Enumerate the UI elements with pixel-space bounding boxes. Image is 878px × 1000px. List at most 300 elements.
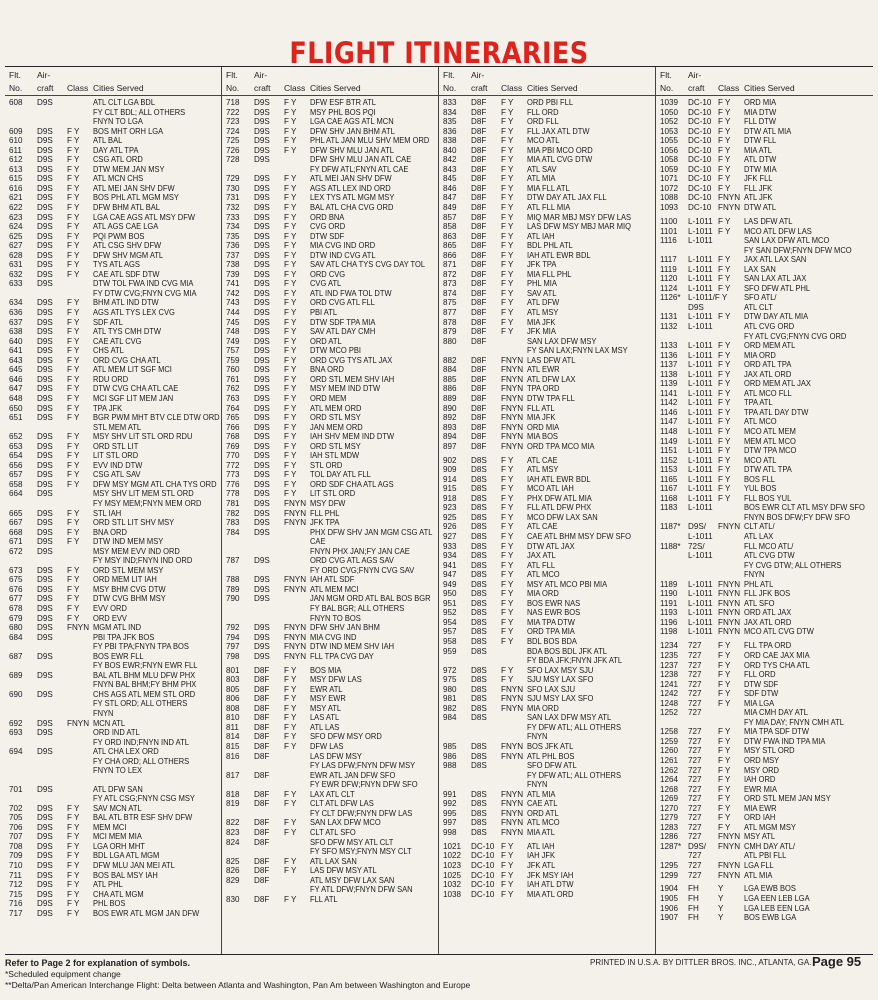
aircraft-type: D9S xyxy=(254,355,270,365)
service-class: F Y xyxy=(284,336,297,346)
flight-number: 1287* xyxy=(660,841,682,851)
aircraft-type: DC-10 xyxy=(471,841,495,851)
flight-number: 1132 xyxy=(660,321,678,331)
aircraft-type: D8F xyxy=(471,164,487,174)
flight-number: 1117 xyxy=(660,255,677,265)
service-class: F Y xyxy=(67,403,80,413)
aircraft-type: D9S xyxy=(37,260,53,270)
aircraft-type: L-1011 xyxy=(688,379,713,389)
service-class: F Y xyxy=(284,479,297,489)
service-class: F Y xyxy=(284,489,297,499)
flight-number: 1252 xyxy=(660,708,679,718)
flight-number: 742 xyxy=(226,288,240,298)
service-class: F Y xyxy=(501,474,514,484)
itinerary-row xyxy=(439,213,655,223)
aircraft-type: D8F xyxy=(471,365,487,375)
itinerary-row xyxy=(439,136,655,146)
itinerary-row xyxy=(656,894,873,904)
flight-number: 628 xyxy=(9,250,23,260)
aircraft-type: D9S xyxy=(37,537,53,547)
itinerary-row xyxy=(439,771,655,781)
aircraft-type: D9S xyxy=(37,575,53,585)
aircraft-type: D9S xyxy=(37,174,53,184)
aircraft-type: D8F xyxy=(471,183,487,193)
service-class: F Y xyxy=(718,822,731,832)
cities-served: MEM ATL MCO xyxy=(744,436,796,446)
cities-served: LAX SAN xyxy=(744,264,776,274)
aircraft-type: D8F xyxy=(254,894,270,904)
aircraft-type: D8F xyxy=(471,107,487,117)
cities-served: ORD MEM ATL xyxy=(744,341,796,351)
service-class: F Y xyxy=(67,269,80,279)
cities-served: CSG ATL ORD xyxy=(93,155,143,165)
aircraft-type: D9S xyxy=(37,508,53,518)
aircraft-type: 727 xyxy=(688,860,702,870)
aircraft-type: D8S xyxy=(471,713,487,723)
cities-served: CSG ATL SAV xyxy=(93,470,141,480)
cities-served: FNYN PHX JAN;FY JAN CAE xyxy=(310,546,410,556)
service-class: F Y xyxy=(501,665,514,675)
itinerary-column-4 xyxy=(656,67,873,954)
service-class: FNYN xyxy=(501,365,524,375)
cities-served: ORD STL LIT xyxy=(93,441,139,451)
service-class: F Y xyxy=(67,803,80,813)
aircraft-type: 727 xyxy=(688,784,702,794)
cities-served: MSY MEM IND DTW xyxy=(310,384,381,394)
aircraft-type: D9S xyxy=(254,451,270,461)
service-class: F Y xyxy=(67,231,80,241)
service-class: F Y xyxy=(718,813,731,823)
flight-number: 975 xyxy=(443,675,457,685)
cities-served: ORD IND ATL xyxy=(93,728,140,738)
cities-served: SFO DFW ATL xyxy=(527,761,577,771)
service-class: F Y xyxy=(501,298,514,308)
cities-served: ATL MIA xyxy=(527,174,556,184)
service-class: FNYN xyxy=(501,799,524,809)
cities-served: MCO ATL xyxy=(527,136,560,146)
aircraft-type: D9S xyxy=(37,860,53,870)
cities-served: ORD MSY xyxy=(744,755,780,765)
aircraft-type: D8F xyxy=(471,155,487,165)
itinerary-row xyxy=(656,184,873,194)
service-class: F Y xyxy=(501,637,514,647)
service-class: F Y xyxy=(501,522,514,532)
itinerary-row xyxy=(656,246,873,256)
aircraft-type: D9S xyxy=(254,403,270,413)
aircraft-type: D9S xyxy=(254,155,270,165)
aircraft-type: D9S xyxy=(688,302,704,312)
cities-served: LAS DFW MSY xyxy=(310,751,362,761)
aircraft-type: D9S xyxy=(254,527,270,537)
cities-served: ORD PBI FLL xyxy=(527,98,574,107)
itinerary-row xyxy=(5,98,221,108)
itinerary-row xyxy=(5,909,221,919)
itinerary-row xyxy=(5,404,221,414)
aircraft-type: D9S xyxy=(254,136,270,146)
flight-number: 759 xyxy=(226,355,240,365)
service-class: F Y xyxy=(284,203,297,213)
cities-served: BNA ORD xyxy=(310,365,344,375)
aircraft-type: D8F xyxy=(254,722,270,732)
cities-served: FY PBI TPA;FNYN TPA BOS xyxy=(93,642,189,652)
aircraft-type: D9S xyxy=(37,212,53,222)
service-class: F Y xyxy=(501,493,514,503)
service-class: F Y xyxy=(718,698,731,708)
cities-served: MSY ORD xyxy=(744,765,780,775)
service-class: F Y xyxy=(284,222,297,232)
flight-number: 801 xyxy=(226,665,240,675)
aircraft-type: L-1011/F Y xyxy=(688,293,728,303)
aircraft-type: D8F xyxy=(254,751,270,761)
flight-number: 637 xyxy=(9,317,23,327)
aircraft-type: 727 xyxy=(688,689,702,699)
flight-number: 711 xyxy=(9,870,22,880)
cities-served: CVG ATL xyxy=(310,279,342,289)
cities-served: LGA LEB EEN LGA xyxy=(744,903,810,913)
header-flt: Flt. xyxy=(443,70,455,80)
flight-number: 950 xyxy=(443,589,457,599)
flight-number: 894 xyxy=(443,432,457,442)
flight-number: 762 xyxy=(226,384,240,394)
cities-served: ORD CVG ATL AGS SAV xyxy=(310,556,394,566)
itinerary-row xyxy=(439,890,655,900)
cities-served: ATL MCO xyxy=(744,417,777,427)
service-class: F Y xyxy=(718,755,731,765)
service-class: F Y xyxy=(284,856,297,866)
itinerary-row xyxy=(656,503,873,513)
flight-number: 1153 xyxy=(660,465,678,475)
service-class: F Y xyxy=(284,346,297,356)
itinerary-row xyxy=(5,890,221,900)
itinerary-row xyxy=(222,866,438,876)
itinerary-row xyxy=(5,633,221,643)
itinerary-row xyxy=(656,718,873,728)
flight-number: 1126* xyxy=(660,293,681,303)
service-class: F Y xyxy=(718,407,731,417)
cities-served: FNYN xyxy=(744,570,765,580)
itinerary-row xyxy=(439,627,655,637)
service-class: F Y xyxy=(284,327,297,337)
flight-number: 873 xyxy=(443,279,457,289)
service-class: F Y xyxy=(284,694,297,704)
cities-served: ATL DFW xyxy=(527,298,560,308)
service-class: Y xyxy=(718,903,724,913)
flight-number: 1264 xyxy=(660,775,679,785)
cities-served: ATL MEM MCI xyxy=(310,584,359,594)
cities-served: DTW TPA FLL xyxy=(527,393,575,403)
service-class: F Y xyxy=(718,183,731,193)
itinerary-row xyxy=(5,289,221,299)
flight-number: 737 xyxy=(226,250,240,260)
itinerary-row xyxy=(5,690,221,700)
cities-served: DFW SHV MLU JAN ATL CAE xyxy=(310,155,412,165)
service-class: F Y xyxy=(284,269,297,279)
itinerary-row xyxy=(222,423,438,433)
flight-number: 808 xyxy=(226,703,240,713)
cities-served: ORD ATL TPA xyxy=(744,360,792,370)
itinerary-row xyxy=(656,794,873,804)
cities-served: FLL JFK xyxy=(744,183,773,193)
flight-number: 933 xyxy=(443,541,457,551)
cities-served: MIA CVG IND xyxy=(310,632,357,642)
flight-number: 1188* xyxy=(660,541,681,551)
cities-served: MIA ORD xyxy=(527,703,559,713)
aircraft-type: D9S xyxy=(37,136,53,146)
aircraft-type: D9S xyxy=(254,174,270,184)
itinerary-row xyxy=(5,337,221,347)
itinerary-row xyxy=(222,108,438,118)
aircraft-type: D9S xyxy=(254,374,270,384)
flight-number: 797 xyxy=(226,642,240,652)
aircraft-type: D9S xyxy=(254,336,270,346)
aircraft-type: DC-10 xyxy=(688,203,712,213)
itinerary-row xyxy=(5,365,221,375)
itinerary-row xyxy=(656,437,873,447)
service-class: F Y xyxy=(718,727,731,737)
itinerary-row xyxy=(222,127,438,137)
service-class: F Y xyxy=(718,136,731,146)
header-craft: craft xyxy=(688,83,705,93)
flight-number: 676 xyxy=(9,584,23,594)
aircraft-type: D9S xyxy=(254,117,270,127)
cities-served: BHM ATL IND DTW xyxy=(93,298,159,308)
itinerary-row xyxy=(656,775,873,785)
cities-served: ORD CVG ATL FLL xyxy=(310,298,375,308)
service-class: F Y xyxy=(284,732,297,742)
service-class: F Y xyxy=(718,360,731,370)
column-header xyxy=(5,67,221,96)
flight-number: 613 xyxy=(9,164,23,174)
aircraft-type: L-1011 xyxy=(688,484,713,494)
cities-served: ATL PBI FLL xyxy=(744,851,787,861)
itinerary-row xyxy=(5,728,221,738)
itinerary-row xyxy=(5,241,221,251)
itinerary-row xyxy=(656,98,873,108)
cities-served: ATL CLT xyxy=(744,302,773,312)
itinerary-row xyxy=(439,551,655,561)
itinerary-row xyxy=(222,470,438,480)
itinerary-column-1 xyxy=(5,67,222,954)
flight-number: 811 xyxy=(226,722,239,732)
service-class: F Y xyxy=(501,860,514,870)
flight-number: 814 xyxy=(226,732,240,742)
service-class: F Y xyxy=(67,374,80,384)
itinerary-row xyxy=(439,184,655,194)
aircraft-type: D8F xyxy=(471,393,487,403)
flight-number: 781 xyxy=(226,498,240,508)
flight-number: 728 xyxy=(226,155,240,165)
itinerary-row xyxy=(656,884,873,894)
itinerary-row xyxy=(656,484,873,494)
itinerary-row xyxy=(5,318,221,328)
flight-number: 1088 xyxy=(660,193,679,203)
cities-served: PHL ATL JAN MLU SHV MEM ORD xyxy=(310,136,430,146)
aircraft-type: DC-10 xyxy=(688,107,712,117)
service-class: F Y xyxy=(67,584,80,594)
flight-number: 958 xyxy=(443,637,457,647)
aircraft-type: L-1011 xyxy=(688,274,713,284)
itinerary-row xyxy=(222,723,438,733)
aircraft-type: D8S xyxy=(471,541,487,551)
itinerary-row xyxy=(5,738,221,748)
flight-number: 610 xyxy=(9,136,23,146)
service-class: F Y xyxy=(501,465,514,475)
cities-served: ATL PHL xyxy=(93,880,123,890)
cities-served: LIT STL ORD xyxy=(310,489,356,499)
aircraft-type: D9S xyxy=(254,279,270,289)
flight-number: 1193 xyxy=(660,608,678,618)
aircraft-type: D8F xyxy=(471,432,487,442)
flight-number: 923 xyxy=(443,503,457,513)
flight-number: 879 xyxy=(443,327,457,337)
flight-number: 768 xyxy=(226,432,240,442)
service-class: F Y xyxy=(718,794,731,804)
service-class: Y xyxy=(718,894,724,904)
aircraft-type: L-1011 xyxy=(688,465,713,475)
flight-number: 645 xyxy=(9,365,23,375)
service-class: F Y xyxy=(67,460,80,470)
service-class: FNYN xyxy=(501,374,524,384)
aircraft-type: D9S xyxy=(37,908,53,918)
cities-served: ATL CVG DTW xyxy=(744,551,795,561)
cities-served: DTW SDF TPA MIA xyxy=(310,317,376,327)
cities-served: IAH ATL EWR BDL xyxy=(527,250,591,260)
itinerary-row xyxy=(656,651,873,661)
header-class: Class xyxy=(718,83,740,93)
itinerary-row xyxy=(656,146,873,156)
service-class: F Y xyxy=(67,384,80,394)
aircraft-type: D9S xyxy=(37,365,53,375)
service-class: FNYN xyxy=(501,742,524,752)
cities-served: CAE ATL CVG xyxy=(93,336,142,346)
service-class: F Y xyxy=(501,117,514,127)
itinerary-row xyxy=(5,108,221,118)
flight-number: 927 xyxy=(443,532,457,541)
service-class: F Y xyxy=(501,145,514,155)
header-craft: craft xyxy=(471,83,488,93)
service-class: F Y xyxy=(284,384,297,394)
cities-served: MSY DFW xyxy=(310,498,346,508)
flight-number: 1234 xyxy=(660,641,679,651)
header-no: No. xyxy=(226,83,240,93)
itinerary-row xyxy=(439,618,655,628)
cities-served: DTW SDF xyxy=(744,679,779,689)
service-class: F Y xyxy=(718,398,731,408)
flight-number: 693 xyxy=(9,728,23,738)
aircraft-type: D9S xyxy=(37,413,53,423)
cities-served: ATL FLL MIA xyxy=(527,203,571,213)
aircraft-type: 727 xyxy=(688,755,702,765)
header-flt: Flt. xyxy=(660,70,672,80)
service-class: F Y xyxy=(284,451,297,461)
aircraft-type: D9S xyxy=(254,489,270,499)
flight-number: 893 xyxy=(443,422,457,432)
service-class: F Y xyxy=(501,155,514,165)
cities-served: MCO DFW LAX SAN xyxy=(527,512,598,522)
cities-served: FY MSY MEM;FNYN MEM ORD xyxy=(93,498,202,508)
aircraft-type: DC-10 xyxy=(471,851,495,861)
service-class: FNYN xyxy=(284,651,307,661)
flight-number: 734 xyxy=(226,222,240,232)
cities-served: DTW CVG BHM MSY xyxy=(93,594,166,604)
cities-served: FLL JAX ATL DTW xyxy=(527,126,590,136)
flight-number: 671 xyxy=(9,537,23,547)
aircraft-type: D9S xyxy=(254,479,270,489)
aircraft-type: D8F xyxy=(254,837,270,847)
cities-served: DTW TPA MCO xyxy=(744,446,797,456)
itinerary-row xyxy=(439,289,655,299)
aircraft-type: D9S xyxy=(37,355,53,365)
flight-number: 684 xyxy=(9,632,23,642)
cities-served: BOS FLL xyxy=(744,474,775,484)
cities-served: ATL MGM MSY xyxy=(744,822,796,832)
flight-number: 1059 xyxy=(660,164,679,174)
aircraft-type: D9S xyxy=(254,460,270,470)
cities-served: ATL SFO xyxy=(744,598,775,608)
aircraft-type: D8F xyxy=(471,174,487,184)
flight-number: 886 xyxy=(443,384,457,394)
flight-number: 866 xyxy=(443,250,457,260)
itinerary-row xyxy=(222,308,438,318)
service-class: F Y xyxy=(67,308,80,318)
cities-served: MSY ATL xyxy=(744,832,776,842)
service-class: FNYN xyxy=(284,498,307,508)
itinerary-row xyxy=(439,861,655,871)
aircraft-type: D9S xyxy=(37,155,53,165)
cities-served: SDF ATL xyxy=(93,317,123,327)
aircraft-type: D8S xyxy=(471,684,487,694)
cities-served: FNYN xyxy=(527,732,548,742)
aircraft-type: D8F xyxy=(471,203,487,213)
cities-served: PHL ATL xyxy=(744,579,774,589)
itinerary-row xyxy=(5,394,221,404)
itinerary-row xyxy=(5,832,221,842)
flight-number: 1258 xyxy=(660,727,679,737)
flight-number: 957 xyxy=(443,627,457,637)
flight-number: 1133 xyxy=(660,341,678,351)
itinerary-row xyxy=(222,694,438,704)
flight-number: 712 xyxy=(9,880,23,890)
flight-number: 1269 xyxy=(660,794,679,804)
itinerary-row xyxy=(656,680,873,690)
itinerary-row xyxy=(439,375,655,385)
header-craft: craft xyxy=(37,83,54,93)
cities-served: JAX ATL ORD xyxy=(744,369,792,379)
cities-served: ORD CAE JAX MIA xyxy=(744,650,810,660)
aircraft-type: DC-10 xyxy=(471,870,495,880)
aircraft-type: L-1011 xyxy=(688,503,713,513)
itinerary-row xyxy=(439,608,655,618)
aircraft-type: D9S xyxy=(37,784,53,794)
aircraft-type: D8F xyxy=(254,866,270,876)
flight-number: 665 xyxy=(9,508,23,518)
service-class: F Y xyxy=(718,446,731,456)
cities-served: ATL DTW xyxy=(744,155,777,165)
aircraft-type: D9S xyxy=(37,489,53,499)
aircraft-type: D9S xyxy=(254,288,270,298)
itinerary-row xyxy=(5,813,221,823)
aircraft-type: L-1011 xyxy=(688,579,713,589)
aircraft-type: FH xyxy=(688,903,699,913)
header-flt: Flt. xyxy=(9,70,21,80)
service-class: F Y xyxy=(67,222,80,232)
cities-served: JAX ATL xyxy=(527,551,556,561)
flight-number: 858 xyxy=(443,222,457,232)
aircraft-type: D9S xyxy=(37,870,53,880)
cities-served: JAN MEM ORD xyxy=(310,422,363,432)
aircraft-type: D9S xyxy=(37,308,53,318)
cities-served: FLL ATL DFW PHX xyxy=(527,503,592,513)
